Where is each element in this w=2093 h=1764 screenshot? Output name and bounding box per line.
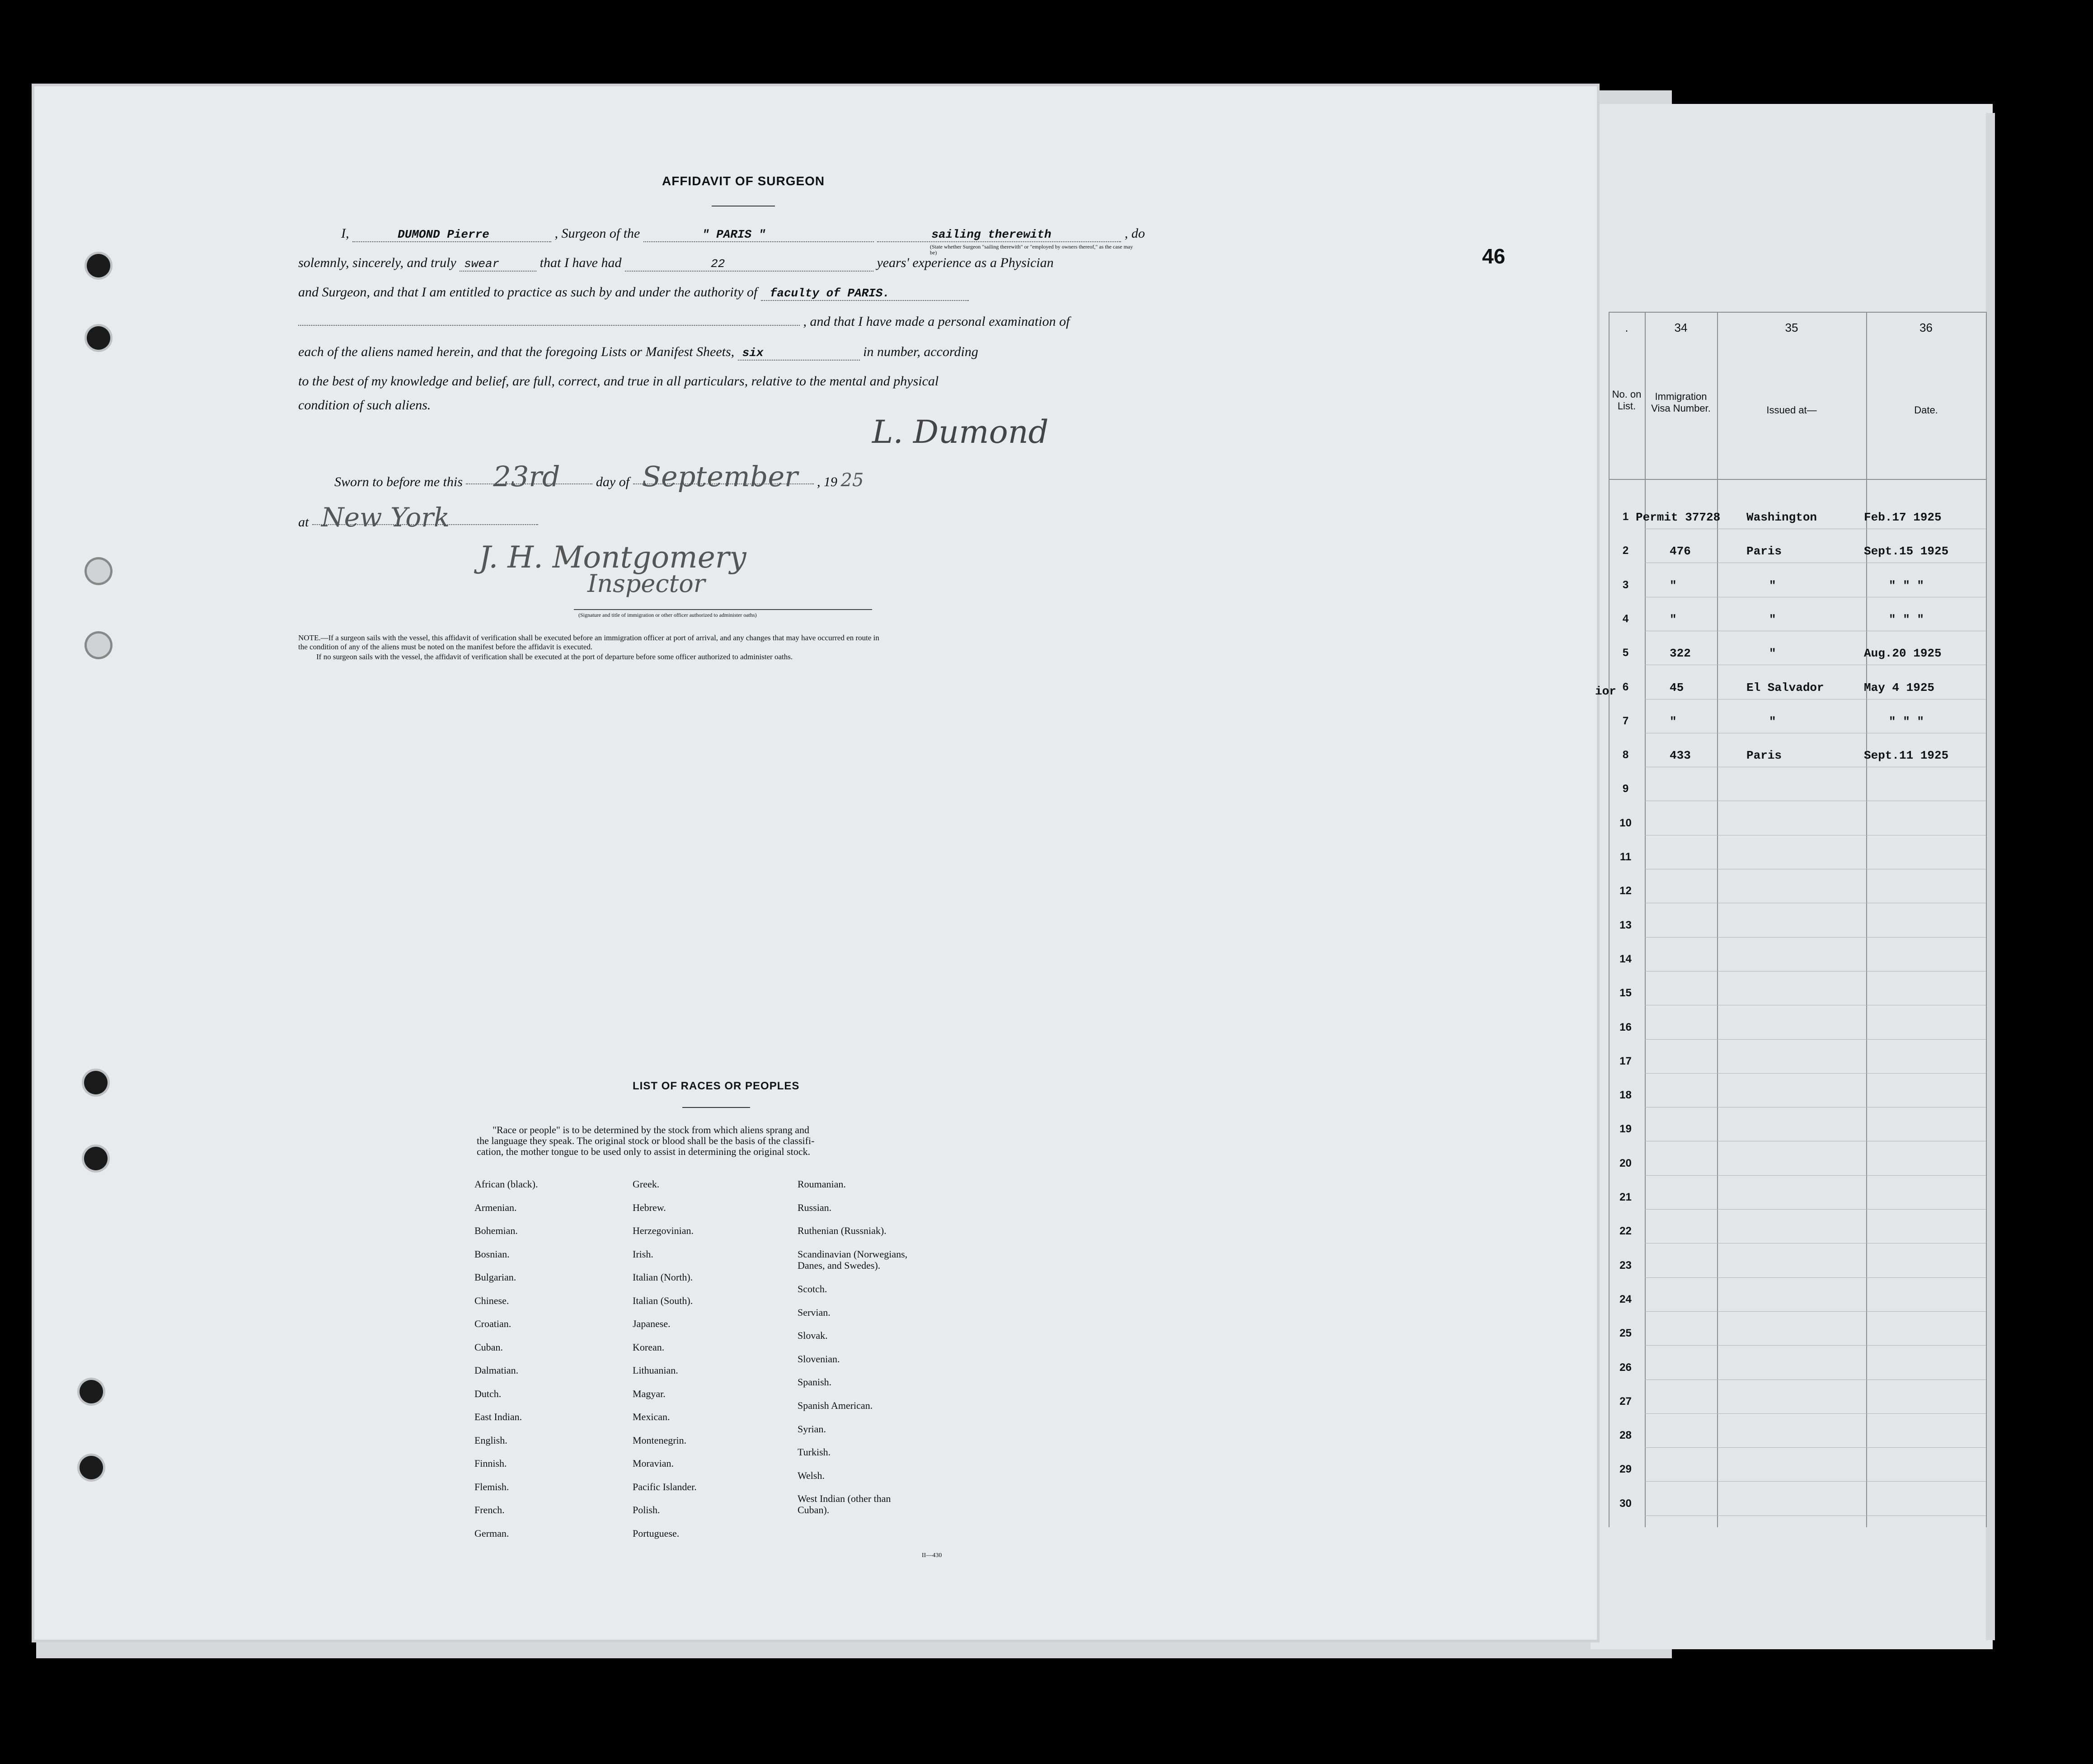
binder-hole (80, 1456, 103, 1479)
visa-number: " (1670, 578, 1677, 592)
visa-date: Aug.20 1925 (1864, 647, 1942, 661)
races-intro-2: the language they speak. The original stock or blood shall be the basis of the classifi- (477, 1135, 815, 1146)
row-number: 8 (1622, 749, 1629, 761)
race-item: Dutch. (474, 1388, 502, 1399)
table-row-line (1645, 1209, 1986, 1210)
line4 (298, 314, 1070, 329)
column-number: 36 (1919, 321, 1933, 334)
binder-hole (84, 1147, 108, 1170)
line7: condition of such aliens. (298, 398, 431, 413)
oath-type: swear (460, 257, 536, 272)
race-item: Syrian. (798, 1423, 826, 1435)
race-item: Cuban. (474, 1341, 503, 1353)
visa-date: " " " (1889, 578, 1924, 592)
race-item: Cuban). (798, 1504, 830, 1515)
row-number: 17 (1619, 1055, 1632, 1067)
manifest-sheet (1591, 104, 1993, 1649)
binder-hole (80, 1380, 103, 1403)
text-solemnly: solemnly, sincerely, and truly (298, 255, 456, 270)
row-number: 23 (1619, 1259, 1632, 1271)
table-hline (1609, 312, 1986, 313)
races-title: LIST OF RACES OR PEOPLES (633, 1080, 800, 1092)
binder-hole (87, 254, 110, 277)
line5 (298, 344, 978, 361)
race-item: Magyar. (633, 1388, 666, 1399)
text-at: at (298, 515, 309, 530)
issued-at: El Salvador (1746, 680, 1824, 694)
race-item: Croatian. (474, 1318, 512, 1329)
text-sworn: Sworn to before me this (334, 474, 463, 489)
race-item: West Indian (other than (798, 1493, 891, 1504)
row-number: 2 (1622, 544, 1629, 557)
race-item: Danes, and Swedes). (798, 1260, 881, 1271)
column-header: Issued at— (1766, 404, 1817, 416)
table-vline (1986, 312, 1987, 1527)
row-number: 24 (1619, 1293, 1632, 1305)
affidavit-note-3: If no surgeon sails with the vessel, the affidavit of verification shall be executed at the port of departure before some officer authorized to administer oaths. (316, 652, 793, 661)
column-header: No. on List. (1612, 389, 1642, 412)
officer-title: Inspector (587, 569, 705, 598)
sheet-count: six (738, 346, 860, 361)
column-number: 35 (1785, 321, 1798, 334)
visa-number: " (1670, 714, 1677, 728)
column-number: 34 (1674, 321, 1688, 334)
line1 (341, 226, 1145, 242)
race-item: Armenian. (474, 1201, 517, 1213)
race-item: Italian (North). (633, 1271, 693, 1283)
text-years-exp: years' experience as a Physician (877, 255, 1054, 270)
line2 (298, 255, 1054, 272)
sworn-line (334, 460, 864, 493)
row-number: 1 (1622, 511, 1629, 523)
surgeon-name: DUMOND Pierre (352, 228, 551, 242)
race-item: English. (474, 1434, 507, 1446)
table-row-line (1645, 1311, 1986, 1312)
row-number: 26 (1619, 1361, 1632, 1374)
row-number: 16 (1619, 1021, 1632, 1033)
row-number: 30 (1619, 1497, 1632, 1510)
race-item: Welsh. (798, 1470, 825, 1481)
surgeon-signature: L. Dumond (872, 413, 1049, 450)
race-item: Korean. (633, 1341, 665, 1353)
table-row-line (1645, 1175, 1986, 1176)
visa-number: 433 (1670, 749, 1691, 763)
officer-signature: J. H. Montgomery (479, 540, 746, 575)
row-number: 10 (1619, 816, 1632, 829)
row-number: 3 (1622, 578, 1629, 591)
binder-hole (87, 633, 110, 657)
visa-date: " " " (1889, 612, 1924, 626)
table-row-line (1645, 1277, 1986, 1278)
row-number: 15 (1619, 987, 1632, 999)
visa-date: May 4 1925 (1864, 680, 1935, 694)
signature-caption: (Signature and title of immigration or other officer authorized to administer oaths) (578, 612, 757, 618)
row-number: 9 (1622, 783, 1629, 795)
table-vline (1609, 312, 1610, 1527)
row-number: 22 (1619, 1225, 1632, 1238)
visa-number: " (1670, 612, 1677, 626)
race-item: Bulgarian. (474, 1271, 516, 1283)
race-item: Montenegrin. (633, 1434, 687, 1446)
race-item: Italian (South). (633, 1295, 693, 1306)
row-number: 11 (1619, 851, 1632, 863)
race-item: Bohemian. (474, 1225, 518, 1236)
column-header: Immigration Visa Number. (1651, 391, 1711, 414)
row-number: 5 (1622, 647, 1629, 659)
race-item: Spanish American. (798, 1400, 873, 1411)
text-and-surgeon: and Surgeon, and that I am entitled to practice as such by and under the authority of (298, 285, 758, 300)
margin-text: ior (1595, 685, 1616, 698)
sheet-edge (1986, 113, 1995, 1640)
binder-hole (87, 326, 110, 350)
race-item: Slovenian. (798, 1353, 840, 1365)
issued-at: " (1769, 578, 1776, 592)
visa-number: 45 (1670, 680, 1684, 694)
race-item: Slovak. (798, 1330, 828, 1341)
race-item: Herzegovinian. (633, 1225, 694, 1236)
row-number: 7 (1622, 714, 1629, 727)
race-item: Greek. (633, 1178, 660, 1190)
race-item: East Indian. (474, 1411, 522, 1422)
row-number: 21 (1619, 1191, 1632, 1203)
row-number: 28 (1619, 1429, 1632, 1442)
visa-number: Permit 37728 (1636, 511, 1721, 524)
visa-date: Feb.17 1925 (1864, 511, 1942, 524)
text-surgeon-of: , Surgeon of the (554, 226, 640, 241)
race-item: Moravian. (633, 1458, 674, 1469)
visa-date: Sept.15 1925 (1864, 544, 1949, 558)
sailing-note: (State whether Surgeon "sailing therewith" or "employed by owners thereof," as the case may be) (930, 244, 1133, 256)
race-item: African (black). (474, 1178, 538, 1190)
table-row-line (1645, 1039, 1986, 1040)
issued-at: Paris (1746, 749, 1782, 763)
text-that-had: that I have had (540, 255, 622, 270)
race-item: Scandinavian (Norwegians, (798, 1248, 908, 1260)
race-item: Hebrew. (633, 1201, 666, 1213)
sworn-month: September (633, 470, 814, 484)
text-do: , do (1124, 226, 1145, 241)
row-number: 29 (1619, 1463, 1632, 1476)
race-item: German. (474, 1527, 509, 1539)
binder-hole (84, 1071, 108, 1094)
page-number: 46 (1482, 244, 1506, 268)
races-title-rule (682, 1107, 750, 1108)
years-experience: 22 (625, 257, 873, 272)
race-item: Roumanian. (798, 1178, 846, 1190)
affidavit-note-1: NOTE.—If a surgeon sails with the vessel, this affidavit of verification shall be executed before an immigration officer at port of arrival, and any changes that may have occurred en route in (298, 633, 879, 642)
race-item: Scotch. (798, 1283, 827, 1295)
column-header: Date. (1914, 404, 1938, 416)
race-item: French. (474, 1504, 505, 1515)
race-item: Finnish. (474, 1458, 507, 1469)
table-row-line (1645, 1447, 1986, 1448)
race-item: Lithuanian. (633, 1365, 678, 1376)
race-item: Mexican. (633, 1411, 670, 1422)
binder-hole (87, 559, 110, 583)
signature-rule (574, 609, 872, 610)
race-item: Chinese. (474, 1295, 509, 1306)
table-row-line (1645, 1515, 1986, 1516)
text-i: I, (341, 226, 349, 241)
text-in-number: in number, according (863, 344, 978, 359)
authority: faculty of PARIS. (761, 286, 969, 301)
sworn-day: 23rd (466, 470, 592, 484)
text-day-of: day of (596, 474, 630, 489)
race-item: Turkish. (798, 1446, 831, 1458)
sworn-place: New York (312, 511, 538, 525)
visa-date: " " " (1889, 714, 1924, 728)
issued-at: Paris (1746, 544, 1782, 558)
visa-number: 322 (1670, 647, 1691, 661)
race-item: Bosnian. (474, 1248, 510, 1260)
race-item: Ruthenian (Russniak). (798, 1225, 887, 1236)
blank-line (298, 314, 800, 326)
race-item: Russian. (798, 1202, 832, 1213)
race-item: Spanish. (798, 1376, 832, 1388)
table-row-line (1645, 1073, 1986, 1074)
race-item: Dalmatian. (474, 1365, 519, 1376)
races-intro-1: "Race or people" is to be determined by the stock from which aliens sprang and (493, 1124, 809, 1135)
sailing-status: sailing therewith (877, 228, 1121, 242)
row-number: 18 (1619, 1089, 1632, 1102)
row-number: 12 (1619, 885, 1632, 897)
text-year-prefix: , 19 (817, 474, 838, 489)
at-line (298, 502, 538, 533)
text-made-exam: , and that I have made a personal examination of (803, 314, 1070, 329)
line3 (298, 285, 969, 301)
visa-date: Sept.11 1925 (1864, 749, 1949, 763)
row-number: 6 (1622, 680, 1629, 693)
table-row-line (1645, 1379, 1986, 1380)
table-hline (1609, 479, 1986, 480)
issued-at: Washington (1746, 511, 1817, 524)
line6: to the best of my knowledge and belief, are full, correct, and true in all particulars, relative to the mental and physical (298, 374, 939, 389)
issued-at: " (1769, 612, 1776, 626)
vessel-name: " PARIS " (643, 228, 874, 242)
row-number: 4 (1622, 612, 1629, 625)
sworn-year: 25 (840, 470, 864, 491)
row-number: 13 (1619, 919, 1632, 931)
table-row-line (1645, 937, 1986, 938)
race-item: Pacific Islander. (633, 1481, 697, 1492)
affidavit-note-2: the condition of any of the aliens must be noted on the manifest before the affidavit is executed. (298, 643, 593, 651)
text-each-aliens: each of the aliens named herein, and that the foregoing Lists or Manifest Sheets, (298, 344, 735, 359)
row-number: 25 (1619, 1327, 1632, 1340)
row-number: 20 (1619, 1157, 1632, 1169)
row-number: 19 (1619, 1123, 1632, 1135)
issued-at: " (1769, 714, 1776, 728)
race-item: Servian. (798, 1307, 831, 1318)
races-intro-3: cation, the mother tongue to be used only to assist in determining the original stock. (477, 1146, 811, 1157)
visa-number: 476 (1670, 544, 1691, 558)
race-item: Polish. (633, 1504, 660, 1515)
row-number: 14 (1619, 952, 1632, 965)
race-item: Flemish. (474, 1481, 509, 1492)
table-row-line (1645, 1345, 1986, 1346)
table-row-line (1645, 1481, 1986, 1482)
race-item: Japanese. (633, 1318, 671, 1329)
table-row-line (1645, 1413, 1986, 1414)
form-number: II—430 (922, 1552, 942, 1559)
race-item: Portuguese. (633, 1527, 680, 1539)
issued-at: " (1769, 647, 1776, 661)
affidavit-title: AFFIDAVIT OF SURGEON (662, 174, 825, 188)
column-number: . (1625, 321, 1628, 334)
race-item: Irish. (633, 1248, 653, 1260)
row-number: 27 (1619, 1395, 1632, 1407)
